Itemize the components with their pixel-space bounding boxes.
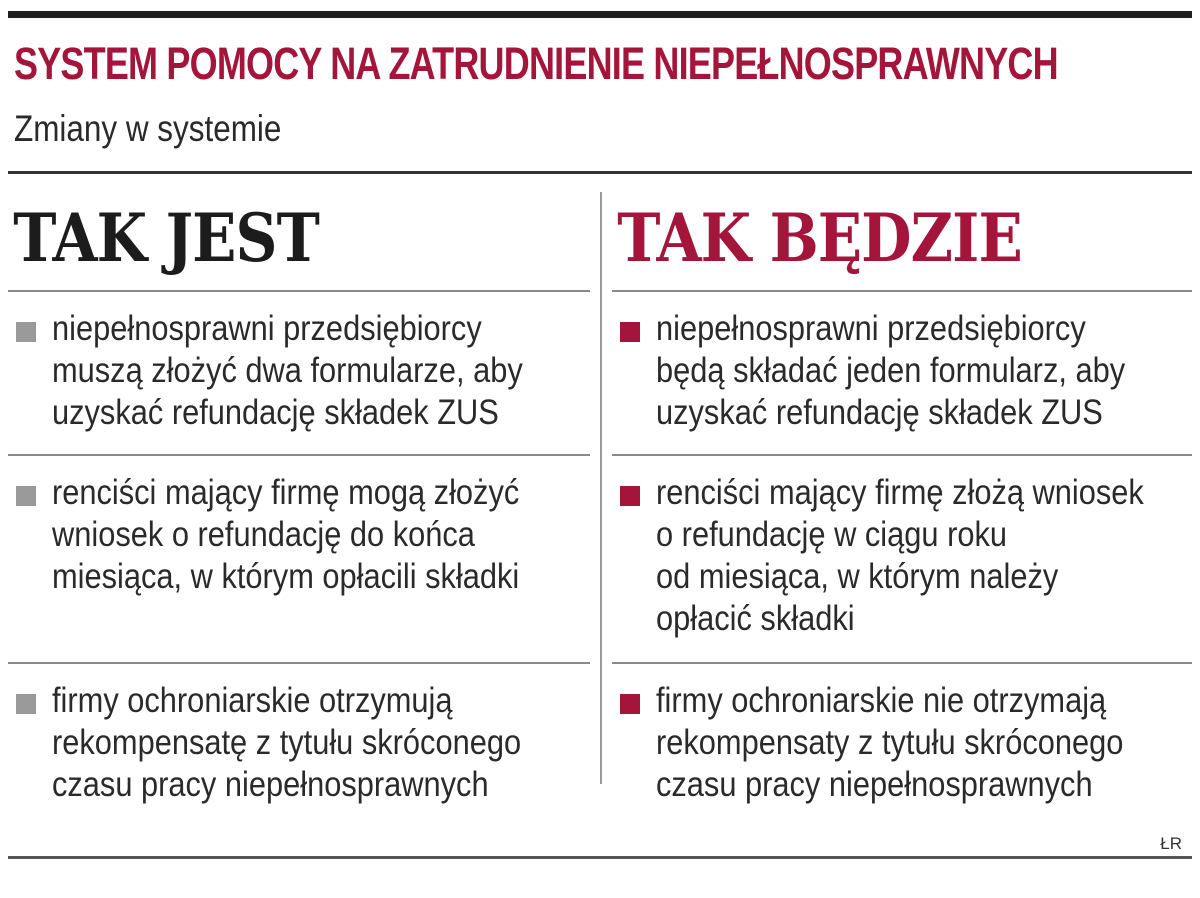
square-bullet-icon [620,486,640,506]
list-item [8,290,590,456]
future-state-heading: TAK BĘDZIE [617,199,1022,277]
header-divider [8,171,1192,174]
list-item [8,454,590,664]
list-item-text: niepełnosprawni przedsiębiorcy muszą złożyć dwa formularze, aby uzyskać refundację składek ZUS [52,309,523,432]
list-item [612,454,1192,664]
square-bullet-icon [16,694,36,714]
list-item [612,290,1192,456]
infographic-title: SYSTEM POMOCY NA ZATRUDNIENIE NIEPEŁNOSPRAWNYCH [14,38,1058,89]
current-state-heading: TAK JEST [13,199,319,277]
author-credit: ŁR [1160,834,1182,853]
list-item [612,662,1192,834]
square-bullet-icon [620,694,640,714]
list-item-text: niepełnosprawni przedsiębiorcy będą składać jeden formularz, aby uzyskać refundację składek ZUS [656,309,1126,432]
infographic-subtitle: Zmiany w systemie [14,108,282,149]
square-bullet-icon [620,322,640,342]
column-divider [600,192,602,784]
list-item-text: firmy ochroniarskie nie otrzymają rekompensaty z tytułu skróconego czasu pracy niepełnosprawnych [656,681,1124,804]
list-item-text: firmy ochroniarskie otrzymują rekompensatę z tytułu skróconego czasu pracy niepełnosprawnych [52,681,522,804]
list-item-text: renciści mający firmę złożą wniosek o refundację w ciągu roku od miesiąca, w którym należy opłacić składki [656,473,1144,638]
bottom-rule [8,856,1192,859]
top-rule [8,11,1192,18]
square-bullet-icon [16,322,36,342]
current-state-column [8,190,590,804]
list-item [8,662,590,834]
square-bullet-icon [16,486,36,506]
future-state-column [612,190,1192,804]
list-item-text: renciści mający firmę mogą złożyć wniosek o refundację do końca miesiąca, w którym opłacili składki [52,473,520,596]
